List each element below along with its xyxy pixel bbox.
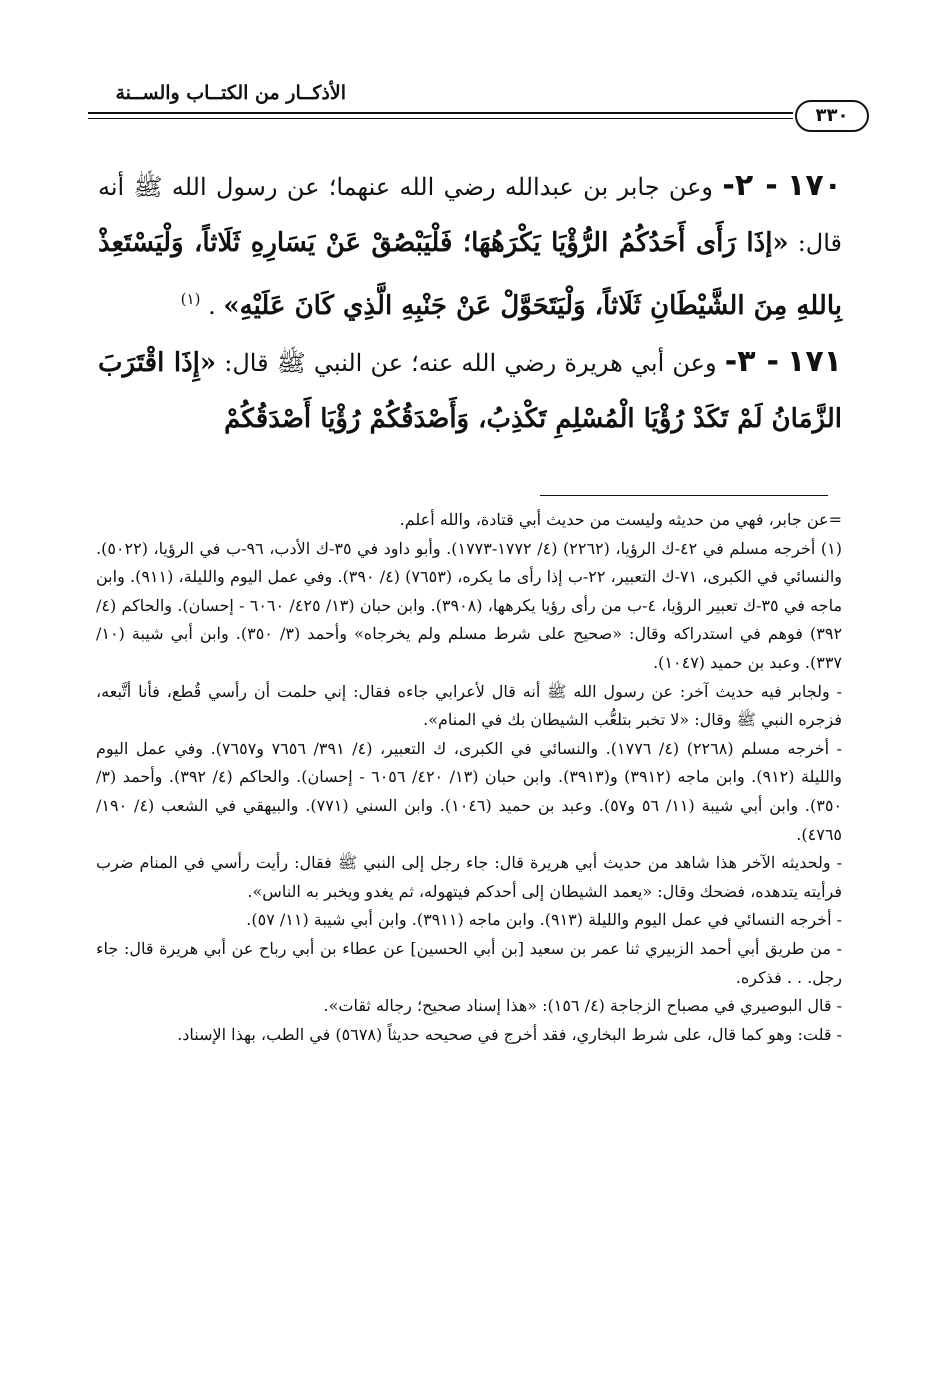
hadith-number: ١٧٠ [787, 168, 842, 203]
footnote-paragraph: =عن جابر، فهي من حديثه وليست من حديث أبي قتادة، والله أعلم. [399, 510, 842, 529]
page-number: ٣٣٠ [795, 100, 869, 132]
footnotes [96, 506, 842, 1049]
hadith-end: . [208, 292, 216, 320]
header-rule [88, 112, 793, 114]
footnote-paragraph: - ولجابر فيه حديث آخر: عن رسول الله ﷺ أنه قال لأعرابي جاءه فقال: إني حلمت أن رأسي قُطع، فأنا أتَّبعه، فزجره النبي ﷺ وقال: «لا تخبر بتلعُّب الشيطان بك في المنام». [96, 681, 842, 730]
main-text [98, 158, 842, 447]
footnote-separator [540, 495, 828, 496]
hadith-171 [98, 334, 842, 447]
footnote-ref: (١) [180, 290, 201, 308]
footnote-paragraph: - أخرجه مسلم (٢٢٦٨) (٤/ ١٧٧٦). والنسائي في الكبرى، ك التعبير، (٤/ ٣٩١/ ٧٦٥٦ و٧٦٥٧). وفي عمل اليوم والليلة (٩١٢). وابن ماجه (٣٩١٢) و(٣٩١٣). وابن حبان (١٣/ ٤٢٠/ ٦٠٥٦ - إحسان). والحاكم (٤/ ٣٩٢). وأحمد (٣/ ٣٥٠). وابن أبي شيبة (١١/ ٥٦ و٥٧). وعبد بن حميد (١٠٤٦). وابن السني (٧٧١). والبيهقي في الشعب (٤/ ١٩٠/ ٤٧٦٥). [96, 738, 843, 844]
hadith-text: «إِذَا اقْتَرَبَ الزَّمَانُ لَمْ تَكَدْ رُؤْيَا الْمُسْلِمِ تَكْذِبُ، وَأَصْدَقُكُمْ رُؤْيَا أَصْدَقُكُمْ [98, 348, 842, 434]
hadith-intro: وعن جابر بن عبدالله رضي الله عنهما؛ عن رسول الله ﷺ أنه قال: [98, 173, 843, 257]
footnote-paragraph: - من طريق أبي أحمد الزبيري ثنا عمر بن سعيد [بن أبي الحسين] عن عطاء بن أبي رباح عن أبي هريرة قال: جاء رجل. . . فذكره. [96, 938, 842, 987]
footnote-paragraph: - أخرجه النسائي في عمل اليوم والليلة (٩١٣). وابن ماجه (٣٩١١). وابن أبي شيبة (١١/ ٥٧). [246, 910, 842, 930]
footnote-paragraph: - قال البوصيري في مصباح الزجاجة (٤/ ١٥٦): «هذا إسناد صحيح؛ رجاله ثقات». [323, 996, 842, 1016]
hadith-subnumber: - ٣- [724, 344, 779, 379]
hadith-text: «إذَا رَأَى أَحَدُكُمُ الرُّؤْيَا يَكْرَهُهَا؛ فَلْيَبْصُقْ عَنْ يَسَارِهِ ثَلَاثاً، وَلْيَسْتَعِذْ بِاللهِ مِنَ الشَّيْطَانِ ثَلَاثاً، وَلْيَتَحَوَّلْ عَنْ جَنْبِهِ الَّذِي كَانَ عَلَيْهِ» [98, 228, 842, 321]
hadith-intro: وعن أبي هريرة رضي الله عنه؛ عن النبي ﷺ قال: [216, 349, 717, 377]
footnote-paragraph: (١) أخرجه مسلم في ٤٢-ك الرؤيا، (٢٢٦٢) (٤/ ١٧٧٢-١٧٧٣). وأبو داود في ٣٥-ك الأدب، ٩٦-ب في الرؤيا، (٥٠٢٢). والنسائي في الكبرى، ٧١-ك التعبير، ٢٢-ب إذا رأى ما يكره، (٧٦٥٣) (٤/ ٣٩٠). وفي عمل اليوم والليلة، (٩١١). وابن ماجه في ٣٥-ك تعبير الرؤيا، ٤-ب من رأى رؤيا يكرهها، (٣٩٠٨). وابن حبان (١٣/ ٤٢٥/ ٦٠٦٠ - إحسان). والحاكم (٤/ ٣٩٢) فوهم في استدراكه وقال: «صحيح على شرط مسلم ولم يخرجاه» وأحمد (٣/ ٣٥٠). وابن أبي شيبة (١٠/ ٣٣٧). وعبد بن حميد (١٠٤٧). [96, 538, 843, 672]
footnote-paragraph: - ولحديثه الآخر هذا شاهد من حديث أبي هريرة قال: جاء رجل إلى النبي ﷺ فقال: رأيت رأسي في المنام ضرب فرأيته يتدهده، فضحك وقال: «يعمد الشيطان إلى أحدكم فيتهوله، ثم يغدو ويخبر به الناس». [96, 853, 843, 901]
hadith-number: ١٧١ [787, 344, 842, 379]
running-title: الأذكــار من الكتــاب والســنة [115, 82, 346, 104]
footnote-paragraph: - قلت: وهو كما قال، على شرط البخاري، فقد أخرج في صحيحه حديثاً (٥٦٧٨) في الطب، بهذا الإسناد. [177, 1024, 842, 1044]
hadith-subnumber: - ٢- [722, 168, 778, 203]
header-rule-thin [88, 118, 793, 119]
hadith-170 [98, 158, 842, 334]
